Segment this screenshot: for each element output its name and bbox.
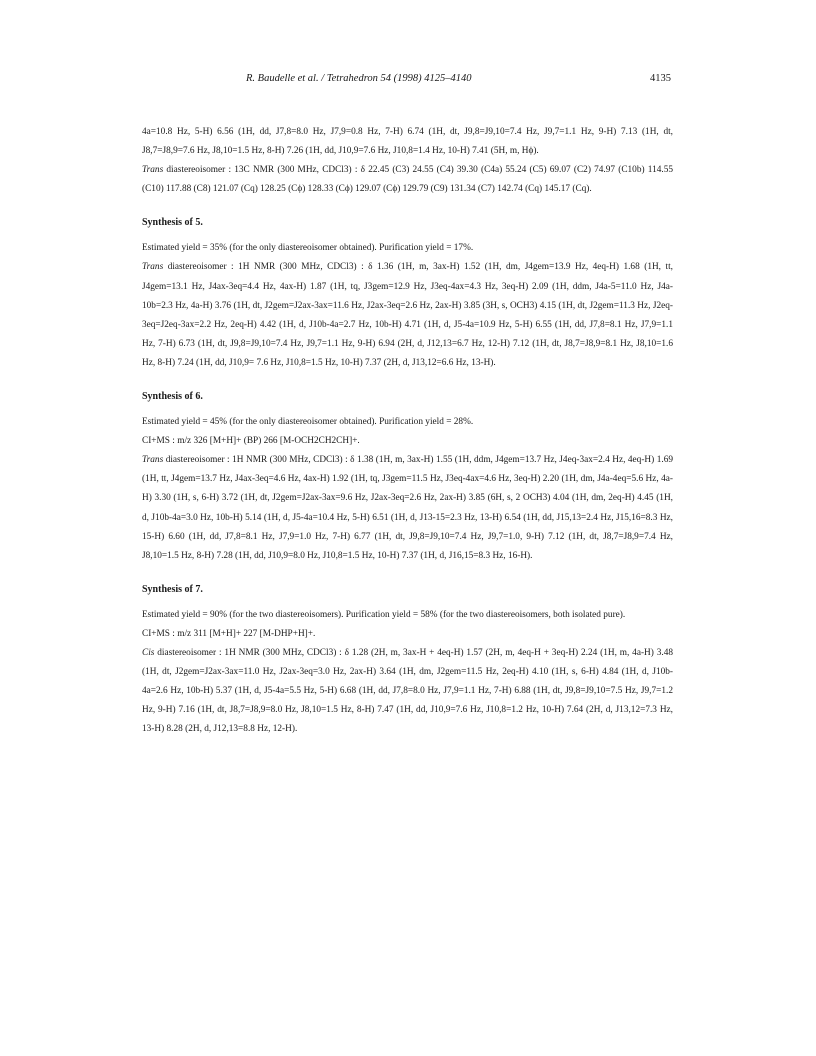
section-title: Synthesis of 6. [142, 391, 203, 403]
nmr-text: diastereoisomer : 1H NMR (300 MHz, CDCl3) : δ 1.36 (1H, m, 3ax-H) 1.52 (1H, dm, J4gem=13.9 Hz, 4eq-H) 1.68 (1H, tt, J4gem=13.1 Hz, J4ax-3eq=4.4 Hz, 4ax-H) 1.87 (1H, tq, J3gem=12.9 Hz, J3eq-4ax=4.3 Hz, 3eq-H) 2.09 (1H, ddm, J4a-5=11.0 Hz, J4a-10b=2.3 Hz, 4a-H) 3.76 (1H, dt, J2gem=J2ax-3ax=11.6 Hz, J2ax-3eq=2.6 Hz, 2ax-H) 3.85 (3H, s, OCH3) 4.15 (1H, dt, J2gem=11.3 Hz, J2eq-3eq=J2eq-3ax=2.2 Hz, 2eq-H) 4.42 (1H, d, J10b-4a=2.7 Hz, 10b-H) 4.71 (1H, d, J5-4a=10.9 Hz, 5-H) 6.55 (1H, dd, J7,8=8.1 Hz, J7,9=1.1 Hz, 7-H) 6.73 (1H, dt, J9,8=J9,10=7.4 Hz, J9,7=1.1 Hz, 9-H) 6.94 (2H, d, J12,13=6.7 Hz, 12-H) 7.12 (1H, dt, J8,7=J8,9=8.1 Hz, J8,10=1.6 Hz, 8-H) 7.24 (1H, dd, J10,9= 7.6 Hz, J10,8=1.5 Hz, 10-H) 7.37 (2H, d, J13,12=6.6 Hz, 13-H). [142, 262, 673, 368]
page-header [0, 73, 816, 89]
nmr-paragraph [142, 451, 673, 566]
isomer-label: Cis [142, 647, 155, 658]
nmr-continuation-paragraph: 4a=10.8 Hz, 5-H) 6.56 (1H, dd, J7,8=8.0 Hz, J7,9=0.8 Hz, 7-H) 6.74 (1H, dt, J9,8=J9,10=7.4 Hz, J9,7=1.1 Hz, 9-H) 7.13 (1H, dt, J8,7=J8,9=7.6 Hz, J8,10=1.5 Hz, 8-H) 7.26 (1H, dd, J10,9=7.6 Hz, J10,8=1.4 Hz, 10-H) 7.41 (5H, m, Hϕ). [142, 127, 673, 157]
running-head: R. Baudelle et al. / Tetrahedron 54 (1998) 4125–4140 [246, 73, 472, 84]
isomer-label: Trans [142, 455, 164, 466]
page-number: 4135 [650, 73, 671, 84]
yield-text: Estimated yield = 45% (for the only diastereoisomer obtained). Purification yield = 28%. [142, 417, 474, 428]
nmr-text: diastereoisomer : 1H NMR (300 MHz, CDCl3) : δ 1.28 (2H, m, 3ax-H + 4eq-H) 1.57 (2H, m, 4eq-H + 3eq-H) 2.24 (1H, m, 4a-H) 3.48 (1H, dt, J2gem=J2ax-3ax=11.0 Hz, J2ax-3eq=3.0 Hz, 2ax-H) 3.64 (1H, dm, J2gem=11.5 Hz, 2eq-H) 4.10 (1H, s, 6-H) 4.84 (1H, d, J10b-4a=2.6 Hz, 10b-H) 5.37 (1H, d, J5-4a=5.5 Hz, 5-H) 6.68 (1H, dd, J7,8=8.0 Hz, J7,9=1.1 Hz, 7-H) 6.88 (1H, dt, J9,8=J9,10=7.5 Hz, J9,7=1.2 Hz, 9-H) 7.16 (1H, dt, J8,7=J8,9=8.0 Hz, J8,10=1.5 Hz, 8-H) 7.47 (1H, dd, J10,9=7.6 Hz, J10,8=1.2 Hz, 10-H) 7.64 (2H, d, J13,12=7.3 Hz, 13-H) 8.28 (2H, d, J12,13=8.8 Hz, 12-H). [142, 647, 673, 735]
synthesis-section-7 [142, 580, 673, 740]
carbon-nmr-text: diastereoisomer : 13C NMR (300 MHz, CDCl3) : δ 22.45 (C3) 24.55 (C4) 39.30 (C4a) 55.24 (C5) 69.07 (C2) 74.97 (C10b) 114.55 (C10) 117.88 (C8) 121.07 (Cq) 128.25 (Cϕ) 128.33 (Cϕ) 129.07 (Cϕ) 129.79 (C9) 131.34 (C7) 142.74 (Cq) 145.17 (Cq). [142, 165, 673, 195]
article-body [142, 123, 673, 753]
isomer-label: Trans [142, 262, 164, 273]
nmr-text: diastereoisomer : 1H NMR (300 MHz, CDCl3) : δ 1.38 (1H, m, 3ax-H) 1.55 (1H, ddm, J4gem=13.7 Hz, J4eq-3ax=2.4 Hz, 4eq-H) 1.69 (1H, tt, J4gem=13.7 Hz, J4ax-3eq=4.6 Hz, 4ax-H) 1.92 (1H, tq, J3gem=11.5 Hz, J3eq-4ax=4.6 Hz, 3eq-H) 2.20 (1H, dm, J4a-4eq=5.6 Hz, 4a-H) 3.30 (1H, s, 6-H) 3.72 (1H, dt, J2gem=J2ax-3ax=9.6 Hz, J2ax-3eq=2.6 Hz, 2ax-H) 3.85 (6H, s, 2 OCH3) 4.04 (1H, dm, 2eq-H) 4.45 (1H, d, J10b-4a=3.0 Hz, 10b-H) 5.14 (1H, d, J5-4a=10.4 Hz, 5-H) 6.51 (1H, d, J13-15=2.3 Hz, 13-H) 6.54 (1H, dd, J15,13=2.4 Hz, J15,16=8.3 Hz, 15-H) 6.60 (1H, dd, J7,8=8.1 Hz, J7,9=1.0 Hz, 7-H) 6.77 (1H, dt, J9,8=J9,10=7.4 Hz, J9,7=1.0, 9-H) 7.12 (1H, dt, J8,7=J8,9=7.4 Hz, J8,10=1.5 Hz, 8-H) 7.28 (1H, dd, J10,9=8.0 Hz, J10,8=1.5 Hz, 10-H) 7.37 (1H, d, J16,15=8.3 Hz, 16-H). [142, 455, 673, 561]
section-title: Synthesis of 7. [142, 583, 203, 595]
yield-text: Estimated yield = 35% (for the only diastereoisomer obtained). Purification yield = 17%. [142, 243, 474, 254]
mass-spec-text: CI+MS : m/z 326 [M+H]+ (BP) 266 [M-OCH2CH2CH]+. [142, 436, 360, 447]
yield-text: Estimated yield = 90% (for the two diastereoisomers). Purification yield = 58% (for the two diastereoisomers, both isolated pure). [142, 609, 626, 620]
synthesis-section-5 [142, 213, 673, 373]
isomer-label: Trans [142, 165, 164, 176]
section-title: Synthesis of 5. [142, 217, 203, 229]
carbon-nmr-paragraph [142, 161, 673, 199]
nmr-paragraph [142, 258, 673, 373]
synthesis-section-6 [142, 387, 673, 566]
nmr-paragraph [142, 644, 673, 739]
continuation-block [142, 123, 673, 199]
mass-spec-text: CI+MS : m/z 311 [M+H]+ 227 [M-DHP+H]+. [142, 628, 316, 639]
